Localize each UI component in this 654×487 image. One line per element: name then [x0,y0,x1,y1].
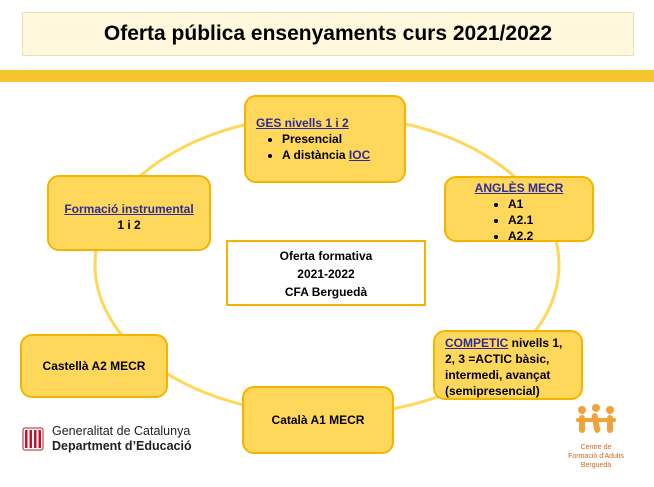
node-formacio [47,175,211,251]
node-castella [20,334,168,398]
center-line-1: Oferta formativa [279,249,373,263]
gencat-logo [22,424,192,454]
center-line-3: CFA Berguedà [284,285,368,299]
gencat-department: Department d’Educació [52,439,192,453]
gencat-emblem-icon [22,427,44,451]
angles-item-a22: • A2.2 [508,228,586,244]
cfa-line-1: Centre de [580,444,612,451]
competic-text: nivells 1, 2, 3 =ACTIC bàsic, intermedi, avançat (semipresencial) [445,336,563,398]
cfa-figures-icon [574,404,618,438]
ges-link[interactable]: GES nivells 1 i 2 [256,116,349,130]
castella-label: Castellà A2 MECR [42,359,146,373]
node-ges [244,95,406,183]
formacio-subtitle: 1 i 2 [117,218,141,232]
cfa-line-2: Formació d'Adults [568,453,624,460]
angles-link[interactable]: ANGLÈS MECR [474,181,564,195]
node-angles [444,176,594,242]
center-line-2: 2021-2022 [297,267,355,281]
ioc-link[interactable]: IOC [348,148,371,162]
angles-item-a1: • A1 [508,196,586,212]
page-title: Oferta pública ensenyaments curs 2021/2022 [22,12,634,56]
catala-label: Català A1 MECR [271,413,365,427]
gencat-name: Generalitat de Catalunya [52,424,191,438]
cfa-line-3: Berguedà [580,462,612,469]
formacio-link[interactable]: Formació instrumental [64,202,194,216]
angles-item-a21: • A2.1 [508,212,586,228]
ges-item-presencial: • Presencial [282,131,394,147]
center-box [226,240,426,306]
competic-link[interactable]: COMPETIC [445,336,509,350]
cfa-logo [556,404,636,470]
node-catala [242,386,394,454]
node-competic [433,330,583,400]
ges-item-distancia: • A distància IOC [282,147,394,163]
